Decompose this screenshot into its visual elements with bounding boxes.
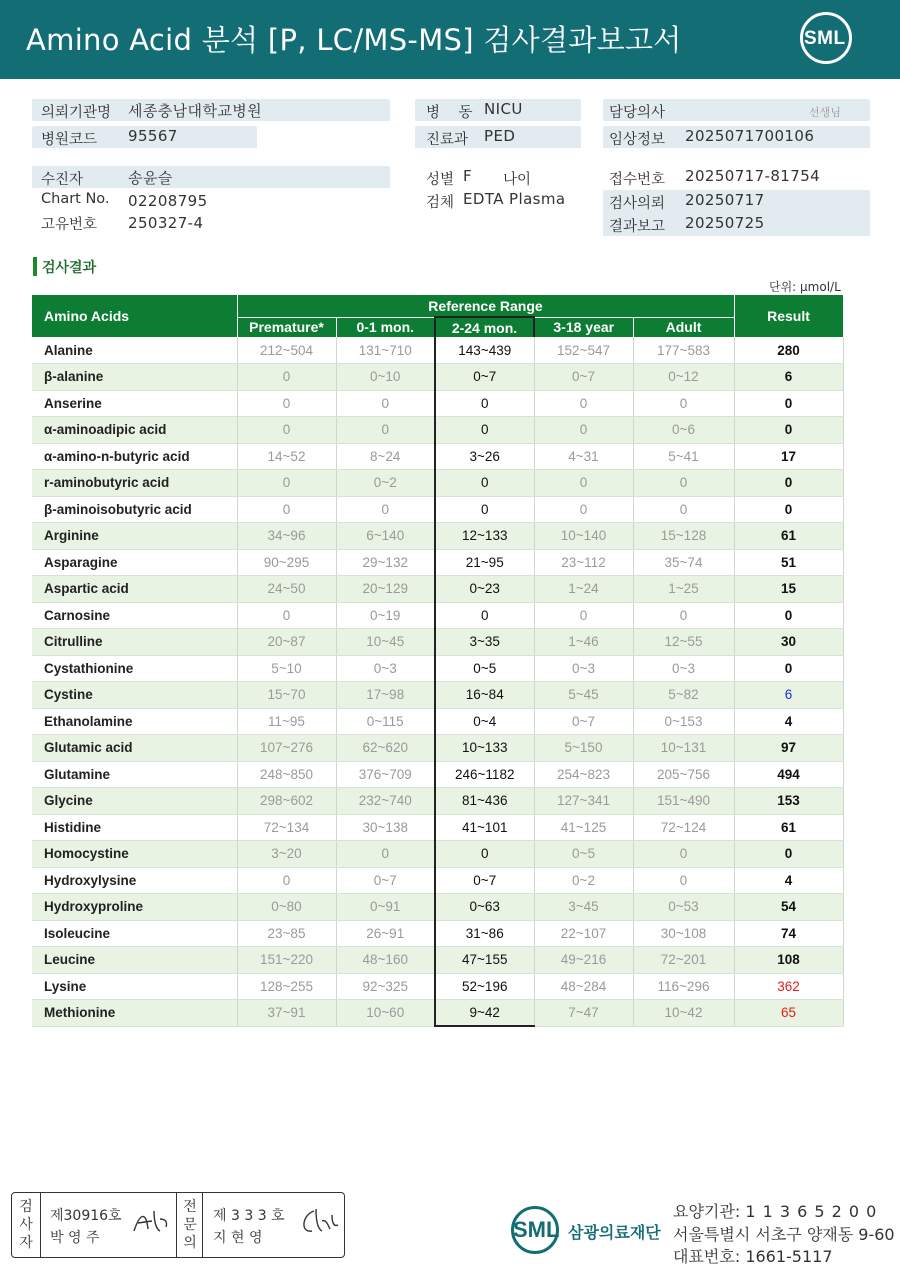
reference-range-cell: 143~439: [435, 337, 534, 364]
results-table: [32, 295, 844, 1027]
reference-range-cell: 92~325: [336, 973, 435, 1000]
result-value: 0: [734, 841, 843, 868]
table-row: [32, 1000, 843, 1027]
patient-value: 송윤슬: [128, 169, 173, 187]
dept-value: PED: [484, 127, 516, 145]
reference-range-cell: 0~3: [336, 655, 435, 682]
request-label: 검사의뢰: [609, 196, 666, 212]
reference-range-cell: 0~6: [633, 417, 734, 444]
result-value: 17: [734, 443, 843, 470]
reference-range-cell: 0~12: [633, 364, 734, 391]
specimen-value: EDTA Plasma: [463, 190, 566, 208]
reference-range-cell: 7~47: [534, 1000, 633, 1027]
amino-acid-name: β-aminoisobutyric acid: [32, 496, 237, 523]
reference-range-cell: 0~53: [633, 894, 734, 921]
reference-range-cell: 29~132: [336, 549, 435, 576]
amino-acid-name: Isoleucine: [32, 920, 237, 947]
reference-range-cell: 12~133: [435, 523, 534, 550]
col-ref-0: Premature*: [237, 317, 336, 337]
reference-range-cell: 0~91: [336, 894, 435, 921]
reference-range-cell: 0: [237, 867, 336, 894]
result-value: 494: [734, 761, 843, 788]
reference-range-cell: 0: [435, 841, 534, 868]
hospital-code-label: 병원코드: [41, 132, 98, 148]
result-value: 51: [734, 549, 843, 576]
reference-range-cell: 0: [237, 602, 336, 629]
reference-range-cell: 0~7: [534, 364, 633, 391]
reference-range-cell: 30~108: [633, 920, 734, 947]
result-value: 0: [734, 496, 843, 523]
reference-range-cell: 0~23: [435, 576, 534, 603]
reference-range-cell: 48~284: [534, 973, 633, 1000]
sml-logo-text: SML: [804, 28, 846, 49]
table-row: [32, 841, 843, 868]
reference-range-cell: 0: [336, 417, 435, 444]
receipt-label: 접수번호: [609, 172, 666, 188]
result-value: 362: [734, 973, 843, 1000]
reference-range-cell: 41~125: [534, 814, 633, 841]
reference-range-cell: 72~201: [633, 947, 734, 974]
org-name: 삼광의료재단: [568, 1223, 661, 1242]
hospital-code-value: 95567: [128, 127, 178, 145]
table-row: [32, 443, 843, 470]
reference-range-cell: 35~74: [633, 549, 734, 576]
reference-range-cell: 8~24: [336, 443, 435, 470]
table-row: [32, 761, 843, 788]
reference-range-cell: 3~20: [237, 841, 336, 868]
reference-range-cell: 0: [435, 470, 534, 497]
reference-range-cell: 107~276: [237, 735, 336, 762]
reference-range-cell: 0: [534, 417, 633, 444]
reference-range-cell: 16~84: [435, 682, 534, 709]
org-phone: 대표번호: 1661-5117: [673, 1247, 833, 1266]
table-row: [32, 973, 843, 1000]
section-marker: [33, 257, 37, 276]
reference-range-cell: 0~3: [534, 655, 633, 682]
reference-range-cell: 0~7: [534, 708, 633, 735]
ward-value: NICU: [484, 100, 523, 118]
reference-range-cell: 34~96: [237, 523, 336, 550]
reference-range-cell: 0~5: [534, 841, 633, 868]
sex-value: F: [463, 167, 473, 185]
reference-range-cell: 0: [633, 470, 734, 497]
col-amino-acids: Amino Acids: [32, 295, 237, 337]
doctor-suffix: 선생님: [809, 106, 841, 119]
reference-range-cell: 0~10: [336, 364, 435, 391]
table-row: [32, 788, 843, 815]
reference-range-cell: 0: [534, 602, 633, 629]
reference-range-cell: 5~82: [633, 682, 734, 709]
amino-acid-name: Hydroxyproline: [32, 894, 237, 921]
reference-range-cell: 0: [336, 390, 435, 417]
amino-acid-name: Glycine: [32, 788, 237, 815]
reference-range-cell: 0~5: [435, 655, 534, 682]
section-title: 검사결과: [42, 260, 97, 276]
result-value: 4: [734, 708, 843, 735]
reference-range-cell: 232~740: [336, 788, 435, 815]
amino-acid-name: Citrulline: [32, 629, 237, 656]
reference-range-cell: 22~107: [534, 920, 633, 947]
result-value: 153: [734, 788, 843, 815]
reference-range-cell: 0: [435, 390, 534, 417]
table-row: [32, 602, 843, 629]
reference-range-cell: 151~490: [633, 788, 734, 815]
org-code: 요양기관: 1 1 3 6 5 2 0 0: [673, 1202, 878, 1221]
table-row: [32, 576, 843, 603]
reference-range-cell: 205~756: [633, 761, 734, 788]
result-value: 0: [734, 602, 843, 629]
reference-range-cell: 1~46: [534, 629, 633, 656]
reference-range-cell: 90~295: [237, 549, 336, 576]
amino-acid-name: Histidine: [32, 814, 237, 841]
chart-value: 02208795: [128, 192, 208, 210]
amino-acid-name: Cystathionine: [32, 655, 237, 682]
reference-range-cell: 127~341: [534, 788, 633, 815]
reference-range-cell: 0~115: [336, 708, 435, 735]
table-row: [32, 549, 843, 576]
result-value: 61: [734, 814, 843, 841]
amino-acid-name: β-alanine: [32, 364, 237, 391]
amino-acid-name: Arginine: [32, 523, 237, 550]
result-value: 74: [734, 920, 843, 947]
col-reference-range: Reference Range: [237, 295, 734, 317]
reference-range-cell: 0: [534, 496, 633, 523]
amino-acid-name: Aspartic acid: [32, 576, 237, 603]
reference-range-cell: 62~620: [336, 735, 435, 762]
reference-range-cell: 24~50: [237, 576, 336, 603]
reference-range-cell: 0: [237, 364, 336, 391]
reference-range-cell: 10~140: [534, 523, 633, 550]
reference-range-cell: 212~504: [237, 337, 336, 364]
reference-range-cell: 248~850: [237, 761, 336, 788]
table-row: [32, 364, 843, 391]
reference-range-cell: 254~823: [534, 761, 633, 788]
reference-range-cell: 0~7: [435, 364, 534, 391]
reference-range-cell: 0: [633, 390, 734, 417]
reference-range-cell: 15~70: [237, 682, 336, 709]
amino-acid-name: α-aminoadipic acid: [32, 417, 237, 444]
age-label: 나이: [503, 172, 532, 188]
reference-range-cell: 0~19: [336, 602, 435, 629]
amino-acid-name: Ethanolamine: [32, 708, 237, 735]
table-row: [32, 523, 843, 550]
result-value: 0: [734, 417, 843, 444]
institution-value: 세종충남대학교병원: [128, 102, 263, 120]
reference-range-cell: 0~7: [435, 867, 534, 894]
doctor-label: 담당의사: [609, 105, 666, 121]
sig1-name: 박 영 주: [50, 1230, 100, 1246]
amino-acid-name: r-aminobutyric acid: [32, 470, 237, 497]
table-row: [32, 417, 843, 444]
reference-range-cell: 37~91: [237, 1000, 336, 1027]
reference-range-cell: 52~196: [435, 973, 534, 1000]
reference-range-cell: 20~129: [336, 576, 435, 603]
table-row: [32, 390, 843, 417]
reference-range-cell: 5~45: [534, 682, 633, 709]
reference-range-cell: 26~91: [336, 920, 435, 947]
col-ref-1: 0-1 mon.: [336, 317, 435, 337]
table-row: [32, 867, 843, 894]
result-value: 15: [734, 576, 843, 603]
sex-label: 성별: [426, 172, 455, 188]
unique-label: 고유번호: [41, 217, 98, 233]
sig2-license: 제 3 3 3 호: [213, 1208, 285, 1224]
table-row: [32, 708, 843, 735]
signature-box: [11, 1192, 345, 1258]
reference-range-cell: 30~138: [336, 814, 435, 841]
reference-range-cell: 47~155: [435, 947, 534, 974]
sig1-signature-icon: [130, 1207, 172, 1237]
amino-acid-name: Lysine: [32, 973, 237, 1000]
reference-range-cell: 0~80: [237, 894, 336, 921]
result-value: 6: [734, 364, 843, 391]
table-row: [32, 920, 843, 947]
reference-range-cell: 41~101: [435, 814, 534, 841]
receipt-value: 20250717-81754: [685, 167, 821, 185]
reference-range-cell: 0~7: [336, 867, 435, 894]
table-row: [32, 337, 843, 364]
amino-acid-name: Asparagine: [32, 549, 237, 576]
specimen-label: 검체: [426, 195, 455, 211]
reference-range-cell: 10~60: [336, 1000, 435, 1027]
dept-label: 진료과: [426, 132, 469, 148]
reference-range-cell: 152~547: [534, 337, 633, 364]
amino-acid-name: α-amino-n-butyric acid: [32, 443, 237, 470]
table-row: [32, 894, 843, 921]
table-row: [32, 735, 843, 762]
reference-range-cell: 48~160: [336, 947, 435, 974]
reference-range-cell: 11~95: [237, 708, 336, 735]
reference-range-cell: 6~140: [336, 523, 435, 550]
clinical-label: 임상정보: [609, 132, 666, 148]
reference-range-cell: 72~134: [237, 814, 336, 841]
reference-range-cell: 5~10: [237, 655, 336, 682]
result-value: 0: [734, 390, 843, 417]
patient-label: 수진자: [41, 172, 84, 188]
table-row: [32, 629, 843, 656]
reference-range-cell: 298~602: [237, 788, 336, 815]
reference-range-cell: 0: [435, 602, 534, 629]
result-value: 4: [734, 867, 843, 894]
reference-range-cell: 0~153: [633, 708, 734, 735]
reference-range-cell: 0: [237, 390, 336, 417]
reference-range-cell: 0: [633, 602, 734, 629]
reference-range-cell: 0: [435, 417, 534, 444]
result-value: 65: [734, 1000, 843, 1027]
reference-range-cell: 4~31: [534, 443, 633, 470]
reference-range-cell: 3~35: [435, 629, 534, 656]
reference-range-cell: 151~220: [237, 947, 336, 974]
reference-range-cell: 17~98: [336, 682, 435, 709]
reference-range-cell: 31~86: [435, 920, 534, 947]
result-value: 61: [734, 523, 843, 550]
reference-range-cell: 1~25: [633, 576, 734, 603]
reference-range-cell: 12~55: [633, 629, 734, 656]
ward-label: 병 동: [426, 105, 473, 121]
report-label: 결과보고: [609, 219, 666, 235]
reference-range-cell: 177~583: [633, 337, 734, 364]
amino-acid-name: Leucine: [32, 947, 237, 974]
result-value: 54: [734, 894, 843, 921]
reference-range-cell: 20~87: [237, 629, 336, 656]
reference-range-cell: 10~131: [633, 735, 734, 762]
col-ref-3: 3-18 year: [534, 317, 633, 337]
result-value: 280: [734, 337, 843, 364]
result-value: 97: [734, 735, 843, 762]
reference-range-cell: 5~150: [534, 735, 633, 762]
result-value: 6: [734, 682, 843, 709]
reference-range-cell: 0: [435, 496, 534, 523]
result-value: 0: [734, 655, 843, 682]
unit-label: 단위: μmol/L: [769, 280, 841, 294]
reference-range-cell: 0: [237, 417, 336, 444]
amino-acid-name: Methionine: [32, 1000, 237, 1027]
result-value: 30: [734, 629, 843, 656]
reference-range-cell: 21~95: [435, 549, 534, 576]
report-title: Amino Acid 분석 [P, LC/MS-MS] 검사결과보고서: [26, 23, 682, 57]
reference-range-cell: 0~4: [435, 708, 534, 735]
sig2-role: 전 문 의: [183, 1199, 197, 1251]
reference-range-cell: 9~42: [435, 1000, 534, 1027]
reference-range-cell: 3~26: [435, 443, 534, 470]
report-value: 20250725: [685, 214, 765, 232]
reference-range-cell: 10~42: [633, 1000, 734, 1027]
amino-acid-name: Homocystine: [32, 841, 237, 868]
reference-range-cell: 10~45: [336, 629, 435, 656]
reference-range-cell: 81~436: [435, 788, 534, 815]
unique-value: 250327-4: [128, 214, 204, 232]
reference-range-cell: 0~2: [534, 867, 633, 894]
reference-range-cell: 14~52: [237, 443, 336, 470]
amino-acid-name: Glutamic acid: [32, 735, 237, 762]
table-row: [32, 814, 843, 841]
reference-range-cell: 0: [534, 470, 633, 497]
reference-range-cell: 5~41: [633, 443, 734, 470]
amino-acid-name: Hydroxylysine: [32, 867, 237, 894]
reference-range-cell: 0~63: [435, 894, 534, 921]
col-ref-4: Adult: [633, 317, 734, 337]
reference-range-cell: 116~296: [633, 973, 734, 1000]
result-value: 0: [734, 470, 843, 497]
reference-range-cell: 0~3: [633, 655, 734, 682]
sig1-role: 검 사 자: [19, 1199, 33, 1251]
reference-range-cell: 72~124: [633, 814, 734, 841]
reference-range-cell: 376~709: [336, 761, 435, 788]
table-row: [32, 682, 843, 709]
amino-acid-name: Alanine: [32, 337, 237, 364]
reference-range-cell: 1~24: [534, 576, 633, 603]
reference-range-cell: 246~1182: [435, 761, 534, 788]
reference-range-cell: 23~112: [534, 549, 633, 576]
reference-range-cell: 0: [633, 867, 734, 894]
reference-range-cell: 3~45: [534, 894, 633, 921]
reference-range-cell: 0: [237, 496, 336, 523]
institution-label: 의뢰기관명: [41, 105, 112, 121]
table-row: [32, 470, 843, 497]
amino-acid-name: Anserine: [32, 390, 237, 417]
table-row: [32, 496, 843, 523]
reference-range-cell: 0: [633, 841, 734, 868]
reference-range-cell: 0: [633, 496, 734, 523]
reference-range-cell: 10~133: [435, 735, 534, 762]
amino-acid-name: Carnosine: [32, 602, 237, 629]
amino-acid-name: Glutamine: [32, 761, 237, 788]
reference-range-cell: 0: [534, 390, 633, 417]
reference-range-cell: 0~2: [336, 470, 435, 497]
report-header: [0, 0, 900, 79]
clinical-value: 2025071700106: [685, 127, 815, 145]
col-result: Result: [734, 295, 843, 337]
table-row: [32, 947, 843, 974]
reference-range-cell: 15~128: [633, 523, 734, 550]
sig2-signature-icon: [296, 1205, 342, 1239]
chart-label: Chart No.: [41, 191, 110, 207]
reference-range-cell: 128~255: [237, 973, 336, 1000]
sig1-license: 제30916호: [50, 1208, 122, 1224]
reference-range-cell: 0: [336, 841, 435, 868]
amino-acid-name: Cystine: [32, 682, 237, 709]
reference-range-cell: 49~216: [534, 947, 633, 974]
col-ref-2: 2-24 mon.: [435, 317, 534, 337]
reference-range-cell: 0: [237, 470, 336, 497]
reference-range-cell: 0: [336, 496, 435, 523]
org-address: 서울특별시 서초구 양재동 9-60: [673, 1225, 895, 1244]
sig2-name: 지 현 영: [213, 1230, 263, 1246]
result-value: 108: [734, 947, 843, 974]
table-row: [32, 655, 843, 682]
request-value: 20250717: [685, 191, 765, 209]
reference-range-cell: 131~710: [336, 337, 435, 364]
reference-range-cell: 23~85: [237, 920, 336, 947]
